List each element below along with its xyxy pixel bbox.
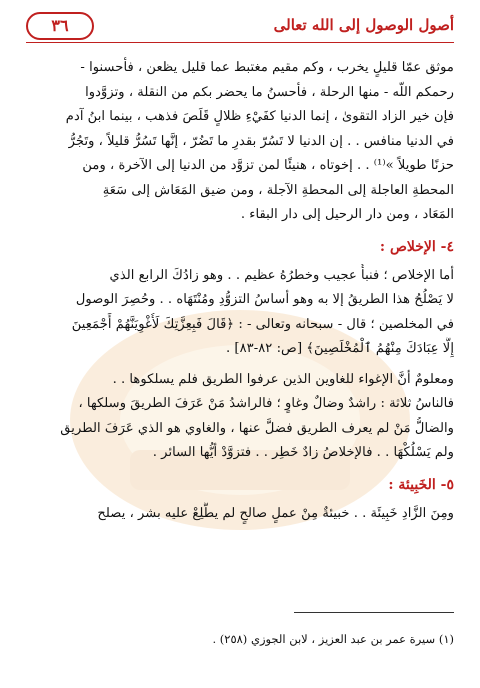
header-divider [26, 42, 454, 43]
section-heading-khabiah: ٥- الخَبِيئة : [388, 476, 454, 493]
paragraph-intro [26, 56, 454, 228]
page-number-badge: ٣٦ [26, 12, 94, 40]
text-line: في الدنيا منافس . . إن الدنيا لا تَسُرّ بقدرِ ما تَضُرّ ، إنَّها تَسُرُّ قليلاً ، وتَجُرُّ [68, 133, 454, 149]
page-body [26, 56, 454, 526]
text-line: ولم يَسْلُكْهَا . . فالإخلاصُ زادٌ خَطِر . . فتزوَّدْ أيُّها السائر . [152, 445, 454, 460]
text-line: في المخلصين ؛ قال - سبحانه وتعالى - : ﴿قَالَ فَبِعِزَّتِكَ لَأُغْوِيَنَّهُمْ أَجْمَعِينَ [71, 316, 454, 332]
paragraph-ikhlas [26, 264, 454, 362]
footnote-divider [294, 612, 454, 613]
text-line: ومِنَ الزَّادِ خَبِيئَة . . خبيئةٌ مِنْ عملٍ صالحٍ لم يطَّلِعْ عليه بشر ، يصلح [97, 505, 454, 521]
footnote: (١) سيرة عمر بن عبد العزيز ، لابن الجوزي (٢٥٨) . [212, 632, 454, 646]
text-line: المحطةِ العاجلة إلى المحطةِ الآجلة ، ومن ضيق المَعَاش إلى سَعَةِ [102, 182, 454, 198]
text-line: إِلَّا عِبَادَكَ مِنْهُمُ ٱلْمُخْلَصِينَ﴾ [ص: ٨٢-٨٣] . [226, 341, 454, 356]
running-title: أصول الوصول إلى الله تعالى [273, 16, 454, 34]
page-header [26, 10, 454, 44]
text-line: ومعلومٌ أنَّ الإغواء للغاوين الذين عرفوا الطريق فلم يسلكوها . . [112, 371, 454, 387]
text-line: حزنًا طويلاً »⁽¹⁾ . . إخوتاه ، هنيئًا لمن تزوَّد من الدنيا إلى الآخرة ، ومن [82, 158, 454, 173]
text-line: موثق عمّا قليلٍ يخرب ، وكم مقيم مغتبط عما قليل يظعن ، فأحسنوا - [80, 60, 454, 75]
text-line: رحمكم اللّه - منها الرحلة ، فأحسنُ ما يحضر بكم من النقلة ، وتزوَّدوا [85, 84, 454, 100]
text-line: لا يَصْلُحُ هذا الطريقُ إلا به وهو أساسُ التزوُّدِ ومُنْتَهَاه . . وحُصِرَ الوصول [75, 292, 454, 307]
text-line: فالناسُ ثلاثة : راشدٌ وضالٌ وغاوٍ ؛ فالراشدُ مَنْ عَرَفَ الطريقَ وسلكها ، [78, 396, 454, 411]
text-line: فإن خير الزاد التقوىٰ ، إنما الدنيا كفَيْءِ ظلالٍ قَلَصَ فذهب ، بينما ابنُ آدم [65, 109, 454, 124]
section-heading-ikhlas: ٤- الإخلاص : [379, 238, 454, 255]
paragraph-ighwa [26, 368, 454, 466]
text-line: والضالُّ مَنْ لم يعرف الطريق فضلَّ عنها ، والغاوي هو الذي عَرَفَ الطريق [60, 420, 454, 436]
paragraph-khabiah [26, 502, 454, 527]
text-line: أما الإخلاص ؛ فنبأٌ عجيب وخطرُهُ عظيم . . وهو زادُكَ الرابع الذي [109, 267, 454, 283]
text-line: المَعَاد ، ومن دار الرحيل إلى دار البقاء . [240, 207, 454, 222]
